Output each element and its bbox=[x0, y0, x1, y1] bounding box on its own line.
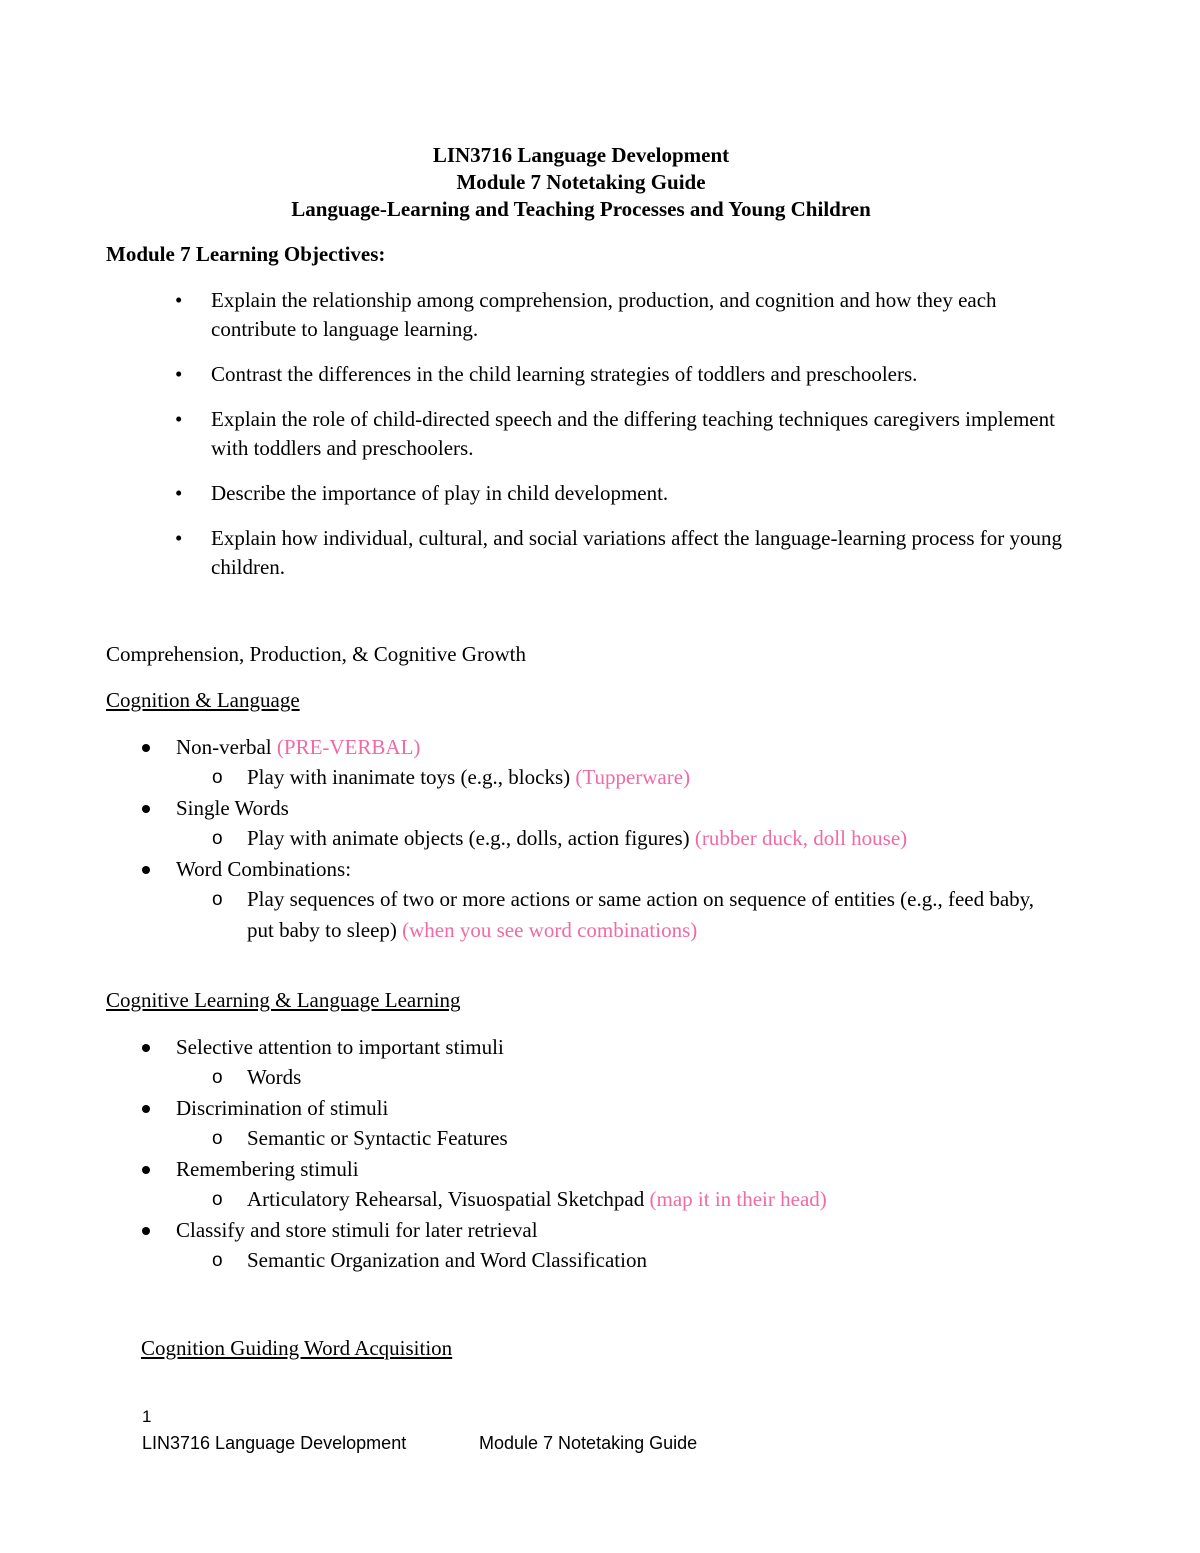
objectives-list bbox=[0, 286, 1200, 598]
annotation: (when you see word combinations) bbox=[402, 918, 698, 942]
objective-text: Explain the relationship among comprehension, production, and cognition and how they each contribute to language learning. bbox=[211, 288, 997, 341]
sub-list-item: o Play with inanimate toys (e.g., blocks) (Tupperware) bbox=[0, 762, 1047, 793]
next-section-heading: Cognition Guiding Word Acquisition bbox=[141, 1336, 453, 1360]
objective-item bbox=[0, 524, 1071, 582]
bullet-icon bbox=[142, 866, 150, 874]
bullet-icon: • bbox=[175, 526, 183, 550]
sub-list-item: o Play with animate objects (e.g., dolls, action figures) (rubber duck, doll house) bbox=[0, 823, 1047, 854]
section-title: Comprehension, Production, & Cognitive Growth bbox=[106, 642, 526, 666]
annotation: (PRE-VERBAL) bbox=[276, 735, 421, 759]
list-item: Discrimination of stimuli bbox=[0, 1093, 1200, 1123]
list-item: Classify and store stimuli for later retrieval bbox=[0, 1215, 1200, 1245]
circle-bullet-icon: o bbox=[212, 1189, 223, 1210]
objective-text: Explain the role of child-directed speech and the differing teaching techniques caregivers implement with toddlers and preschoolers. bbox=[211, 407, 1055, 460]
sub-list-item: o Words bbox=[0, 1062, 1047, 1093]
sub-list-item: o Play sequences of two or more actions or same action on sequence of entities (e.g., feed baby, put baby to sleep) (when you see word combinations) bbox=[0, 884, 1047, 946]
circle-bullet-icon: o bbox=[212, 1067, 223, 1088]
bullet-icon bbox=[142, 1227, 150, 1235]
sub-list-item: o Articulatory Rehearsal, Visuospatial Sketchpad (map it in their head) bbox=[0, 1184, 1047, 1215]
objective-item bbox=[0, 479, 1071, 508]
sub-list-item: o Semantic Organization and Word Classification bbox=[0, 1245, 1047, 1276]
footer-course: LIN3716 Language Development bbox=[142, 1433, 407, 1453]
objective-text: Describe the importance of play in child development. bbox=[211, 481, 669, 505]
list-item: Remembering stimuli bbox=[0, 1154, 1200, 1184]
list-item: Selective attention to important stimuli bbox=[0, 1032, 1200, 1062]
objective-item bbox=[0, 360, 1071, 389]
circle-bullet-icon: o bbox=[212, 767, 223, 788]
course-title: LIN3716 Language Development bbox=[432, 143, 730, 167]
objective-item bbox=[0, 405, 1071, 463]
circle-bullet-icon: o bbox=[212, 828, 223, 849]
topic-title: Language-Learning and Teaching Processes and Young Children bbox=[291, 197, 871, 221]
circle-bullet-icon: o bbox=[212, 1250, 223, 1271]
list-item: Word Combinations: bbox=[0, 854, 1200, 884]
cognitive-learning-heading: Cognitive Learning & Language Learning bbox=[106, 988, 461, 1012]
sub-list-item: o Semantic or Syntactic Features bbox=[0, 1123, 1047, 1154]
cognition-language-list bbox=[0, 732, 1200, 946]
bullet-icon bbox=[142, 1105, 150, 1113]
bullet-icon: • bbox=[175, 407, 183, 431]
bullet-icon: • bbox=[175, 362, 183, 386]
objective-text: Explain how individual, cultural, and social variations affect the language-learning process for young children. bbox=[211, 526, 1063, 579]
cognitive-learning-list bbox=[0, 1032, 1200, 1276]
document-title-block bbox=[0, 142, 1162, 223]
footer-guide: Module 7 Notetaking Guide bbox=[479, 1433, 698, 1453]
list-item: Single Words bbox=[0, 793, 1200, 823]
cognition-language-heading: Cognition & Language bbox=[106, 688, 300, 712]
bullet-icon: • bbox=[175, 481, 183, 505]
list-item: Non-verbal (PRE-VERBAL) bbox=[0, 732, 1200, 762]
objective-item bbox=[0, 286, 1071, 344]
page-number: 1 bbox=[142, 1407, 152, 1426]
guide-title: Module 7 Notetaking Guide bbox=[456, 170, 706, 194]
bullet-icon bbox=[142, 1166, 150, 1174]
annotation: (Tupperware) bbox=[575, 765, 691, 789]
bullet-icon bbox=[142, 805, 150, 813]
circle-bullet-icon: o bbox=[212, 889, 223, 910]
annotation: (map it in their head) bbox=[649, 1187, 827, 1211]
circle-bullet-icon: o bbox=[212, 1128, 223, 1149]
objectives-heading: Module 7 Learning Objectives: bbox=[106, 242, 386, 266]
bullet-icon bbox=[142, 1044, 150, 1052]
bullet-icon: • bbox=[175, 288, 183, 312]
objective-text: Contrast the differences in the child learning strategies of toddlers and preschoolers. bbox=[211, 362, 918, 386]
annotation: (rubber duck, doll house) bbox=[694, 826, 908, 850]
bullet-icon bbox=[142, 744, 150, 752]
